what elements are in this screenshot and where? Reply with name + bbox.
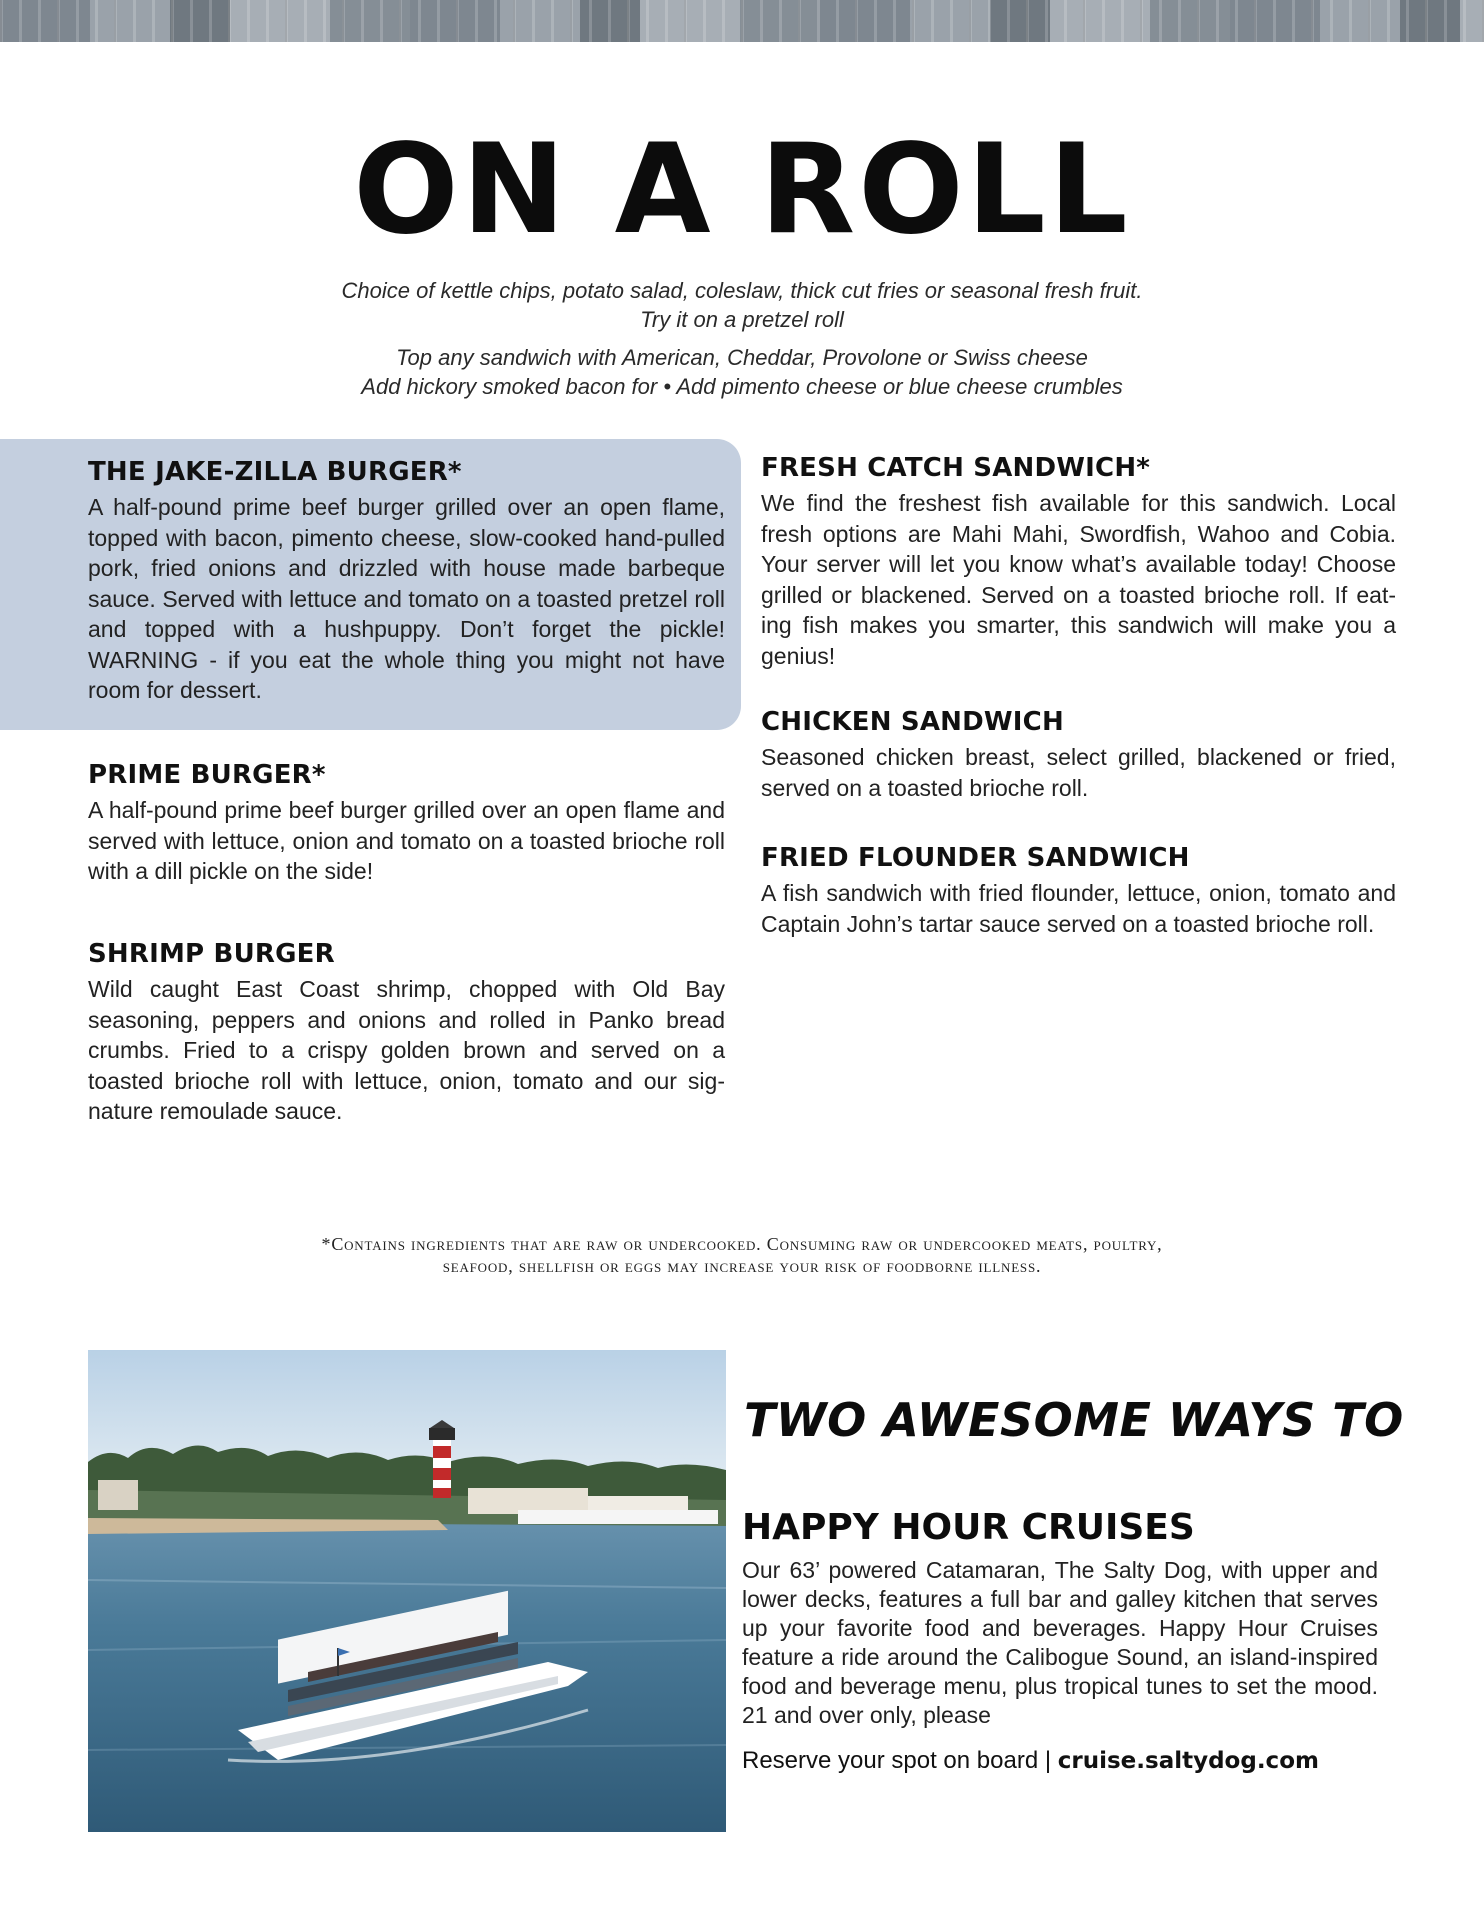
food-safety-disclaimer [180,1233,1304,1277]
intro-pretzel: Try it on a pretzel roll [640,307,844,332]
menu-item-description: A fish sandwich with fried flounder, lettuce, onion, tomato and Captain John’s tartar sauce served on a toasted brioche roll. [761,880,1396,937]
menu-item-name: FRESH CATCH SANDWICH* [761,453,1151,483]
disclaimer-line: *Contains ingredients that are raw or undercooked. Consuming raw or undercooked meats, poultry, [321,1234,1163,1254]
menu-item-name: FRIED FLOUNDER SANDWICH [761,843,1190,873]
menu-item-name: THE JAKE-ZILLA BURGER* [88,457,462,487]
wood-texture-banner [0,0,1484,42]
catamaran-photo [88,1350,726,1832]
promo-subheading: HAPPY HOUR CRUISES [742,1507,1195,1548]
catamaran-harbor-illustration [88,1350,726,1832]
menu-item-name: PRIME BURGER* [88,760,326,790]
intro-addons: Add hickory smoked bacon for • Add pimento cheese or blue cheese crumbles [361,374,1123,399]
promo-cta-link[interactable]: cruise.saltydog.com [1057,1748,1319,1774]
disclaimer-line: seafood, shellfish or eggs may increase your risk of foodborne illness. [442,1256,1042,1276]
page-title: ON A ROLL [353,118,1131,262]
intro-cheese: Top any sandwich with American, Cheddar, Provolone or Swiss cheese [396,345,1088,370]
menu-item [88,938,725,1127]
menu-item-description: A half-pound prime beef burger grilled over an open flame and served with lettuce, onion and tomato on a toasted brioche roll with a dill pickle on the side! [88,797,725,884]
intro-sides: Choice of kettle chips, potato salad, coleslaw, thick cut fries or seasonal fresh fruit. [341,278,1143,303]
menu-item-name: SHRIMP BURGER [88,939,335,969]
menu-item-name: CHICKEN SANDWICH [761,707,1064,737]
menu-item [88,759,725,887]
menu-item-description: A half-pound prime beef burger grilled over an open flame, topped with bacon, pimento cheese, slow-cooked hand-pulled pork, fried onions and drizzled with house made barbeque sauce. Served with lettuce and tomato on a toasted pretzel roll and topped with a hushpuppy. Don’t forget the pickle! WARNING - if you eat the whole thing you might not have room for dessert. [88,494,725,703]
menu-item [761,706,1396,803]
promo-description: Our 63’ powered Catamaran, The Salty Dog, with upper and lower decks, features a full bar and galley kitchen that serves up your favorite food and beverages. Happy Hour Cruises feature a ride around the Calibogue Sound, an island-inspired food and beverage menu, plus tropical tunes to set the mood. 21 and over only, please [742,1557,1378,1728]
promo-cta-text: Reserve your spot on board | [742,1747,1058,1774]
menu-item-description: Wild caught East Coast shrimp, chopped with Old Bay seasoning, peppers and onions and rolled in Panko bread crumbs. Fried to a crispy golden brown and served on a toasted brioche roll with lettuce, onion, tomato and our sig-nature remoulade sauce. [88,976,725,1124]
menu-item [761,842,1396,939]
menu-item-description: We find the freshest fish available for this sandwich. Local fresh options are Mahi Mahi, Swordfish, Wahoo and Cobia. Your server will let you know what’s available today! Choose grilled or blackened. Served on a toasted brioche roll. If eat-ing fish makes you smarter, this sandwich will make you a genius! [761,490,1396,669]
promo-heading: TWO AWESOME WAYS TO [744,1393,1404,1447]
promo-cta [742,1747,1319,1775]
menu-item-description: Seasoned chicken breast, select grilled, blackened or fried, served on a toasted brioche roll. [761,744,1396,801]
menu-item [761,452,1396,671]
menu-item [88,456,725,706]
